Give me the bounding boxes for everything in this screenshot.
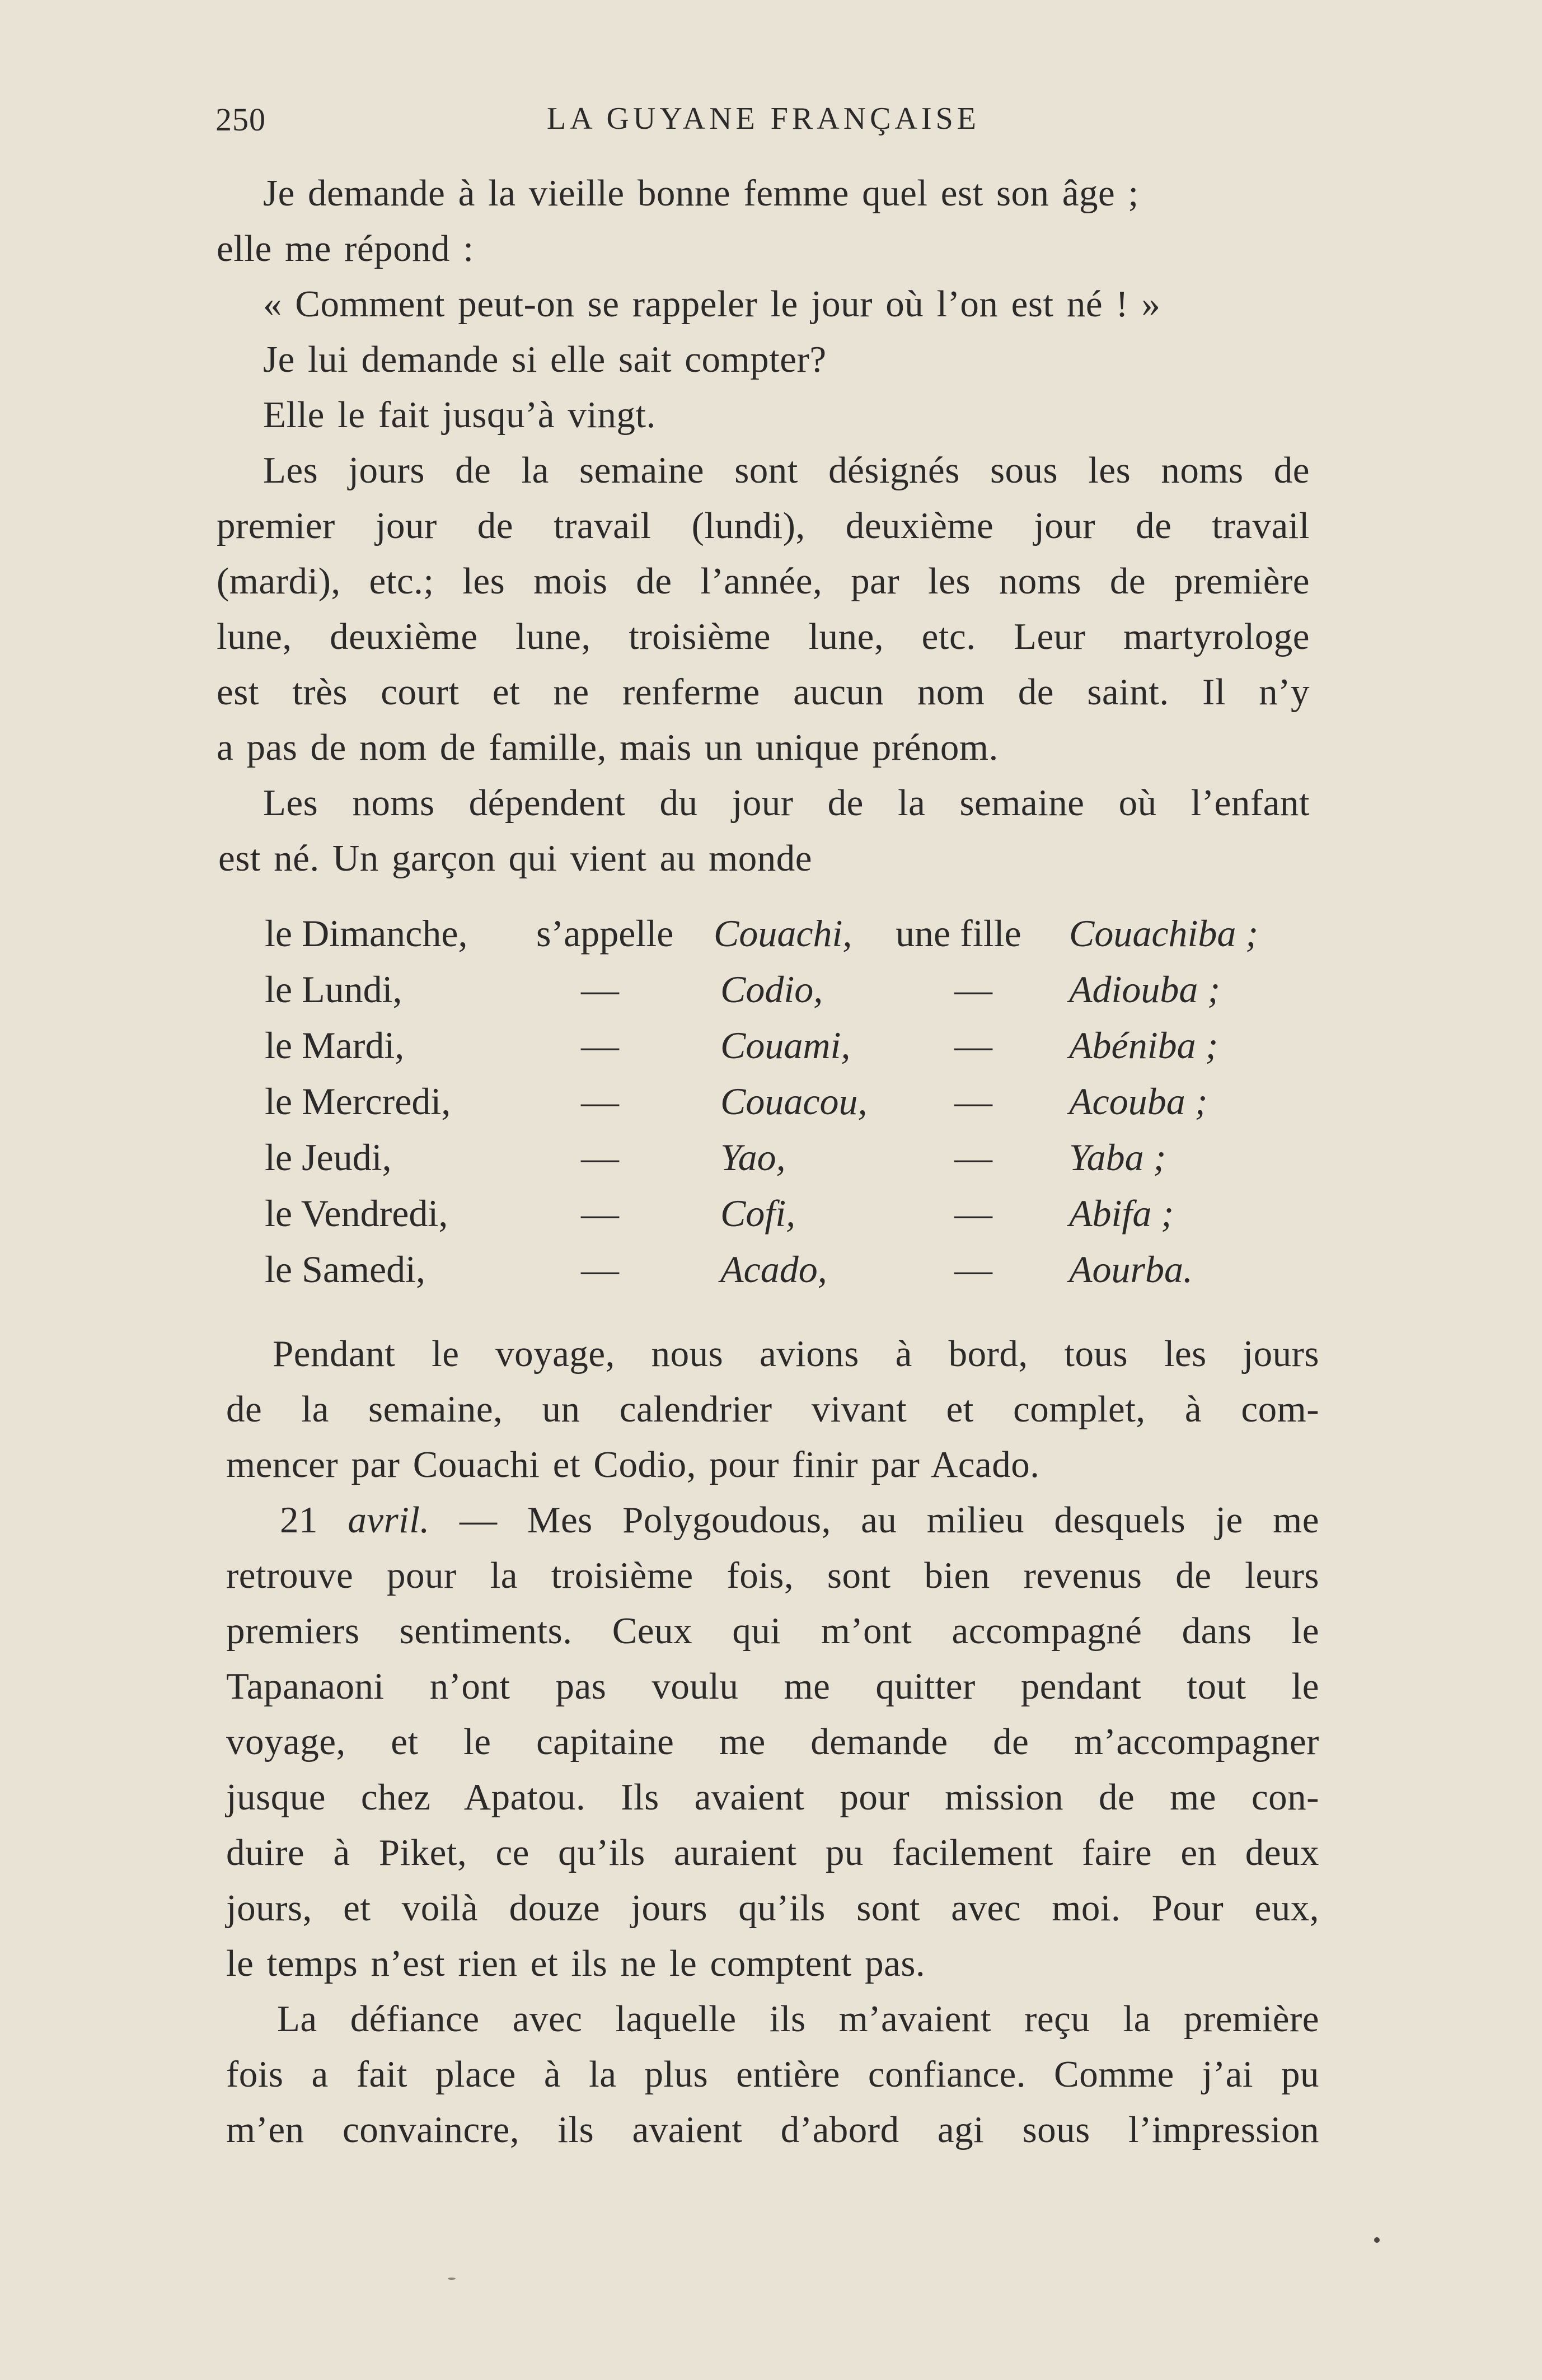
text-line: le temps n’est rien et ils ne le comptent pas. — [226, 1943, 926, 1984]
boy-name-cell: Yao, — [720, 1136, 786, 1179]
text-line: Les jours de la semaine sont désignés sous les noms de — [263, 450, 1310, 491]
girl-label-cell: — — [954, 968, 992, 1011]
page-header — [215, 101, 1341, 146]
text-line: premier jour de travail (lundi), deuxième jour de travail — [217, 505, 1310, 546]
text-line: voyage, et le capitaine me demande de m’accompagner — [226, 1721, 1319, 1762]
text-line: est né. Un garçon qui vient au monde — [218, 838, 813, 879]
day-cell: le Samedi, — [265, 1248, 426, 1290]
girl-label-cell: — — [954, 1136, 992, 1179]
paper-speck — [448, 2278, 456, 2280]
text-line: Pendant le voyage, nous avions à bord, tous les jours — [273, 1333, 1319, 1374]
text-line: premiers sentiments. Ceux qui m’ont accompagné dans le — [226, 1610, 1319, 1652]
girl-label-cell: — — [954, 1192, 992, 1235]
boy-name-cell: Cofi, — [720, 1192, 796, 1235]
text-line: Je demande à la vieille bonne femme quel est son âge ; — [263, 172, 1139, 214]
girl-name-cell: Adiouba ; — [1069, 968, 1221, 1011]
verb-cell: — — [581, 1024, 619, 1067]
text-line: elle me répond : — [217, 228, 474, 269]
text-line: La défiance avec laquelle ils m’avaient reçu la première — [277, 1998, 1319, 2040]
text-line: Je lui demande si elle sait compter? — [263, 339, 827, 380]
girl-label-cell: — — [954, 1248, 992, 1290]
day-cell: le Jeudi, — [265, 1136, 392, 1179]
text-line: lune, deuxième lune, troisième lune, etc. Leur martyrologe — [217, 616, 1310, 657]
paper-speck — [1374, 2237, 1380, 2243]
table-row — [0, 1244, 1542, 1294]
girl-name-cell: Couachiba ; — [1069, 912, 1259, 955]
verb-cell: — — [581, 1136, 619, 1179]
text-line: est très court et ne renferme aucun nom de saint. Il n’y — [217, 671, 1310, 713]
text-line: jusque chez Apatou. Ils avaient pour mission de me con- — [226, 1776, 1319, 1818]
girl-label-cell: — — [954, 1080, 992, 1123]
girl-name-cell: Abifa ; — [1069, 1192, 1174, 1235]
date-number: 21 — [280, 1499, 318, 1541]
table-row — [0, 964, 1542, 1014]
page-number: 250 — [215, 101, 266, 138]
girl-name-cell: Aourba. — [1069, 1248, 1193, 1290]
text-line: Elle le fait jusqu’à vingt. — [263, 394, 656, 436]
text-line: jours, et voilà douze jours qu’ils sont avec moi. Pour eux, — [226, 1887, 1319, 1929]
table-row — [0, 908, 1542, 958]
day-cell: le Dimanche, — [265, 912, 468, 955]
day-cell: le Vendredi, — [265, 1192, 448, 1235]
verb-cell: — — [581, 968, 619, 1011]
verb-cell: — — [581, 1192, 619, 1235]
verb-cell: s’appelle — [536, 912, 674, 955]
date-line-rest: — Mes Polygoudous, au milieu desquels je me — [460, 1499, 1319, 1541]
girl-label-cell: — — [954, 1024, 992, 1067]
girl-label-cell: une fille — [896, 912, 1021, 955]
boy-name-cell: Couachi, — [714, 912, 852, 955]
table-row — [0, 1188, 1542, 1238]
text-line: « Comment peut-on se rappeler le jour où l’on est né ! » — [263, 283, 1161, 325]
text-line: Tapanaoni n’ont pas voulu me quitter pendant tout le — [226, 1666, 1319, 1707]
text-line: m’en convaincre, ils avaient d’abord agi sous l’impression — [226, 2109, 1319, 2150]
date-month: avril. — [348, 1499, 430, 1541]
verb-cell: — — [581, 1080, 619, 1123]
text-line date-line — [280, 1498, 1319, 1542]
text-line: retrouve pour la troisième fois, sont bien revenus de leurs — [226, 1555, 1319, 1596]
table-row — [0, 1020, 1542, 1070]
day-cell: le Mercredi, — [265, 1080, 451, 1123]
girl-name-cell: Acouba ; — [1069, 1080, 1208, 1123]
running-title: LA GUYANE FRANÇAISE — [547, 101, 980, 136]
verb-cell: — — [581, 1248, 619, 1290]
text-line: mencer par Couachi et Codio, pour finir par Acado. — [226, 1444, 1040, 1485]
text-line: (mardi), etc.; les mois de l’année, par les noms de première — [217, 560, 1310, 602]
text-line: a pas de nom de famille, mais un unique prénom. — [217, 727, 999, 768]
day-cell: le Mardi, — [265, 1024, 405, 1067]
girl-name-cell: Abéniba ; — [1069, 1024, 1218, 1067]
table-row — [0, 1076, 1542, 1126]
text-line: Les noms dépendent du jour de la semaine où l’enfant — [263, 782, 1310, 824]
boy-name-cell: Acado, — [720, 1248, 827, 1290]
boy-name-cell: Couacou, — [720, 1080, 868, 1123]
boy-name-cell: Couami, — [720, 1024, 851, 1067]
table-row — [0, 1132, 1542, 1182]
text-line: de la semaine, un calendrier vivant et complet, à com- — [226, 1388, 1319, 1430]
text-line: duire à Piket, ce qu’ils auraient pu facilement faire en deux — [226, 1832, 1319, 1873]
day-cell: le Lundi, — [265, 968, 402, 1011]
text-line: fois a fait place à la plus entière confiance. Comme j’ai pu — [226, 2054, 1319, 2095]
boy-name-cell: Codio, — [720, 968, 823, 1011]
girl-name-cell: Yaba ; — [1069, 1136, 1166, 1179]
